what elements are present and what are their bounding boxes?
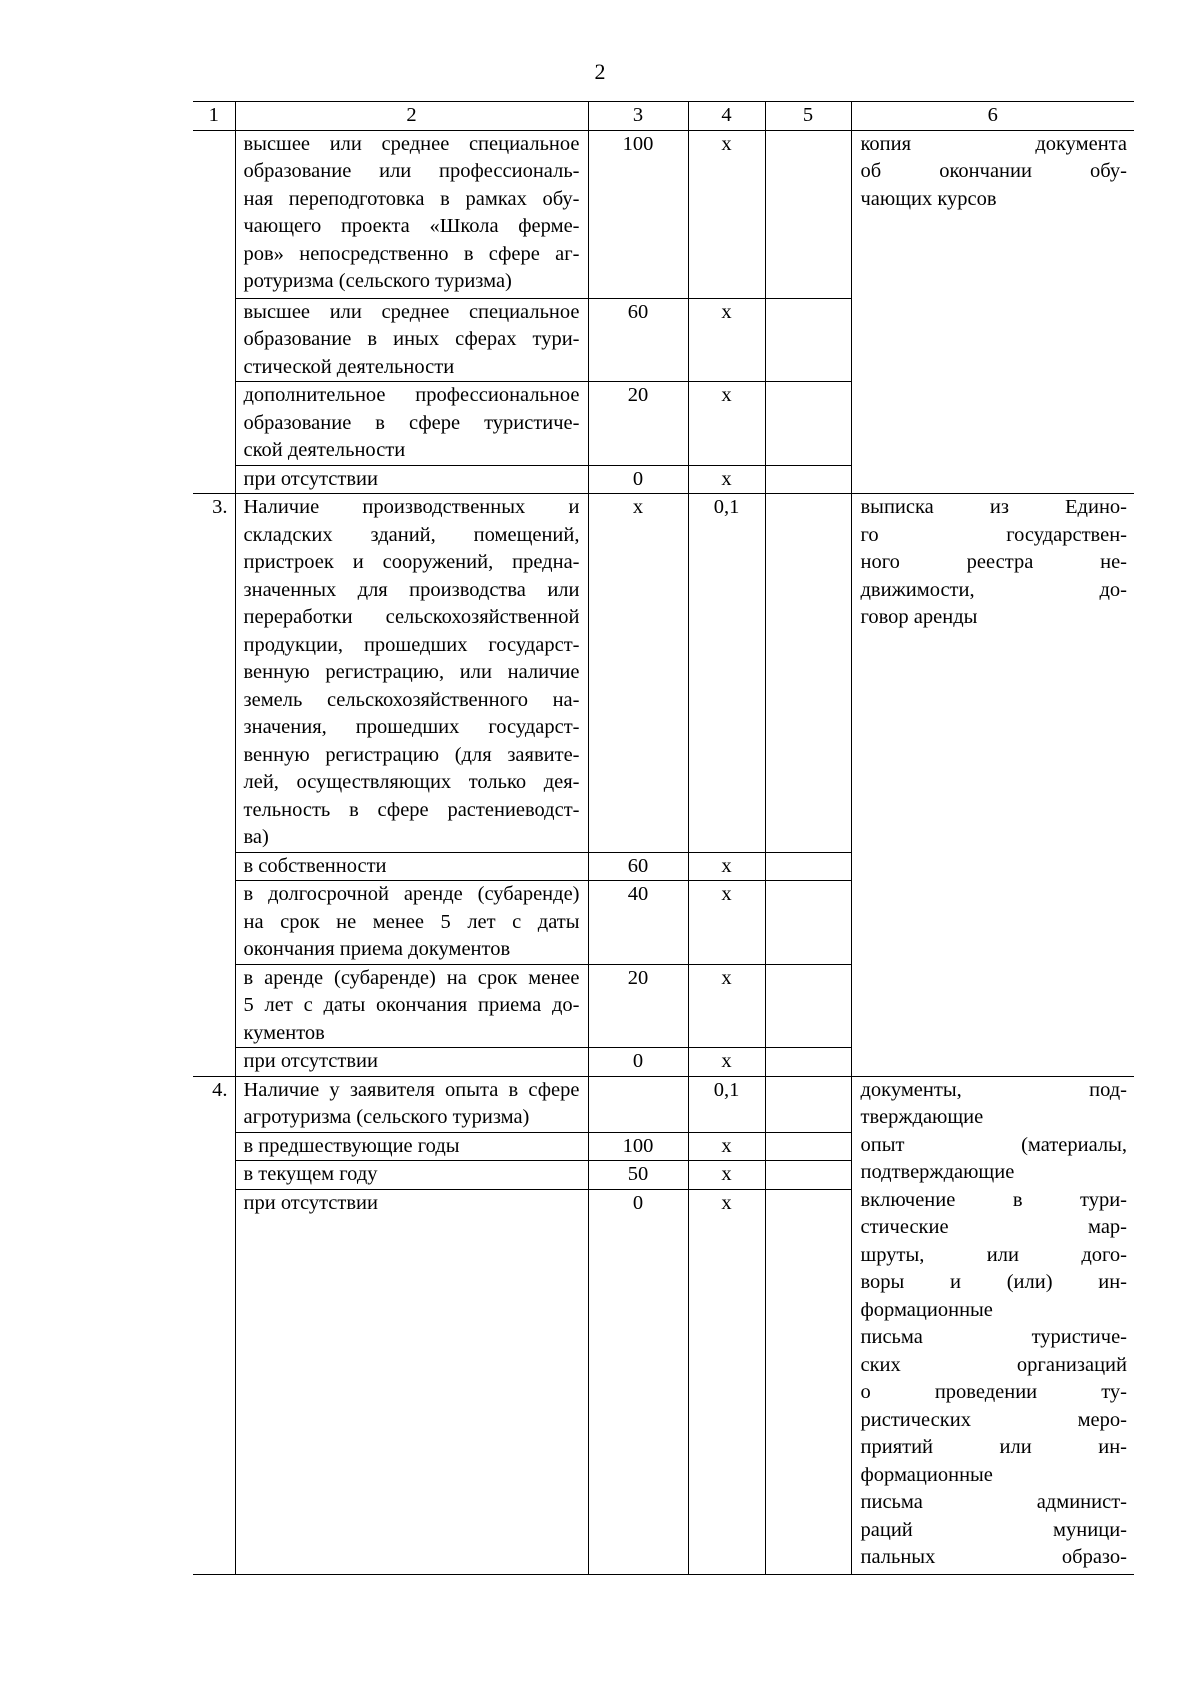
header-cell-5: 5 <box>765 102 851 131</box>
document-text-line: говор аренды <box>860 606 978 628</box>
score-cell: 20 <box>588 964 688 1048</box>
document-text-line: включение в тури- <box>860 1188 1127 1211</box>
criterion-text-cell <box>235 382 588 466</box>
supporting-document-cell <box>851 1076 1134 1574</box>
criterion-text-line: при отсутствии <box>243 467 378 490</box>
document-text-line: формационные <box>860 1298 993 1321</box>
column-5-cell <box>765 494 851 853</box>
criterion-text-cell <box>235 1048 588 1077</box>
weight-cell: х <box>688 298 765 382</box>
weight-cell: х <box>688 1161 765 1190</box>
table-row <box>193 494 1134 853</box>
weight-cell: х <box>688 382 765 466</box>
criterion-text-line: в собственности <box>243 854 387 877</box>
criterion-text-cell <box>235 130 588 298</box>
column-5-cell <box>765 1161 851 1190</box>
criterion-text-line: высшее или среднее специальное <box>243 300 580 323</box>
page-number: 2 <box>594 59 606 84</box>
criterion-text-line: переработки сельскохозяйственной <box>243 606 580 628</box>
document-text-line: раций муници- <box>860 1518 1127 1541</box>
criterion-text-line: образование в сфере туристиче- <box>243 411 580 434</box>
score-cell: 20 <box>588 382 688 466</box>
weight-cell: х <box>688 881 765 965</box>
column-5-cell <box>765 852 851 881</box>
criteria-table <box>193 101 1134 1575</box>
criterion-text-cell <box>235 494 588 853</box>
criterion-text-line: окончания приема документов <box>243 938 511 960</box>
table-row <box>193 130 1134 298</box>
score-cell: 100 <box>588 130 688 298</box>
supporting-document-cell <box>851 130 1134 494</box>
score-cell: 0 <box>588 1189 688 1574</box>
weight-cell: х <box>688 130 765 298</box>
document-text-line: подтверждающие <box>860 1161 1015 1183</box>
criterion-text-line: образование или профессиональ- <box>243 160 580 182</box>
document-text-line: письма туристиче- <box>860 1326 1127 1348</box>
criterion-text-cell <box>235 881 588 965</box>
weight-cell: х <box>688 465 765 494</box>
document-text-line: выписка из Едино- <box>860 496 1127 518</box>
column-5-cell <box>765 1189 851 1574</box>
document-text-line: опыт (материалы, <box>860 1133 1127 1156</box>
criterion-text-line: значения, прошедших государст- <box>243 716 580 738</box>
document-text-line: документы, под- <box>860 1078 1127 1101</box>
document-text-line: приятий или ин- <box>860 1436 1127 1458</box>
criterion-text-cell <box>235 852 588 881</box>
weight-cell: 0,1 <box>688 1076 765 1132</box>
criterion-text-line: Наличие производственных и <box>243 496 580 518</box>
criterion-text-line: в предшествующие годы <box>243 1134 460 1157</box>
criterion-text-line: земель сельскохозяйственного на- <box>243 688 580 711</box>
criterion-text-line: ва) <box>243 826 269 848</box>
table-row <box>193 1076 1134 1132</box>
column-5-cell <box>765 298 851 382</box>
criterion-text-cell <box>235 1189 588 1574</box>
supporting-document-cell <box>851 494 1134 1077</box>
criterion-text-line: пристроек и сооружений, предна- <box>243 551 580 573</box>
document-text-line: о проведении ту- <box>860 1381 1127 1403</box>
weight-cell: х <box>688 1132 765 1161</box>
criterion-text-line: на срок не менее 5 лет с даты <box>243 910 580 933</box>
row-number-cell <box>193 130 235 494</box>
weight-cell: х <box>688 852 765 881</box>
criterion-text-line: в аренде (субаренде) на срок менее <box>243 966 580 989</box>
criterion-text-line: чающего проекта «Школа ферме- <box>243 215 580 237</box>
score-cell: 60 <box>588 852 688 881</box>
criterion-text-line: агротуризма (сельского туризма) <box>243 1106 530 1128</box>
header-cell-1: 1 <box>193 102 235 131</box>
criterion-text-cell <box>235 964 588 1048</box>
criterion-text-line: высшее или среднее специальное <box>243 132 580 155</box>
score-cell: 40 <box>588 881 688 965</box>
document-text-line: воры и (или) ин- <box>860 1271 1127 1293</box>
score-cell: 0 <box>588 465 688 494</box>
column-5-cell <box>765 382 851 466</box>
document-text-line: чающих курсов <box>860 187 997 210</box>
score-cell: 0 <box>588 1048 688 1077</box>
criterion-text-line: кументов <box>243 1021 325 1044</box>
document-text-line: стические мар- <box>860 1216 1127 1238</box>
column-5-cell <box>765 1132 851 1161</box>
header-cell-3: 3 <box>588 102 688 131</box>
column-5-cell <box>765 1076 851 1132</box>
criterion-text-cell <box>235 1161 588 1190</box>
criterion-text-line: венную регистрацию, или наличие <box>243 661 580 683</box>
header-cell-6: 6 <box>851 102 1134 131</box>
criterion-text-cell <box>235 465 588 494</box>
document-text-line: пальных образо- <box>860 1546 1127 1568</box>
criterion-text-line: продукции, прошедших государст- <box>243 633 580 656</box>
criterion-text-line: при отсутствии <box>243 1050 378 1072</box>
criterion-text-cell <box>235 1132 588 1161</box>
document-text-line: копия документа <box>860 132 1127 155</box>
criterion-text-line: в текущем году <box>243 1163 378 1185</box>
criterion-text-line: значенных для производства или <box>243 578 580 601</box>
criterion-text-line: в долгосрочной аренде (субаренде) <box>243 883 580 905</box>
criterion-text-line: ской деятельности <box>243 439 406 461</box>
document-text-line: движимости, до- <box>860 578 1127 601</box>
document-text-line: ских организаций <box>860 1353 1127 1376</box>
header-cell-2: 2 <box>235 102 588 131</box>
criterion-text-cell <box>235 298 588 382</box>
score-cell: 50 <box>588 1161 688 1190</box>
criterion-text-line: ная переподготовка в рамках обу- <box>243 187 580 210</box>
document-text-line: письма админист- <box>860 1491 1127 1513</box>
criterion-text-line: при отсутствии <box>243 1191 378 1214</box>
criterion-text-line: складских зданий, помещений, <box>243 523 580 546</box>
weight-cell: 0,1 <box>688 494 765 853</box>
document-text-line: ного реестра не- <box>860 551 1127 573</box>
column-5-cell <box>765 130 851 298</box>
column-5-cell <box>765 881 851 965</box>
criterion-text-line: Наличие у заявителя опыта в сфере <box>243 1078 580 1101</box>
document-text-line: шруты, или дого- <box>860 1243 1127 1266</box>
column-5-cell <box>765 964 851 1048</box>
weight-cell: х <box>688 1189 765 1574</box>
header-cell-4: 4 <box>688 102 765 131</box>
document-text-line: об окончании обу- <box>860 160 1127 182</box>
document-text-line: го государствен- <box>860 523 1127 546</box>
row-number-cell: 3. <box>193 494 235 1077</box>
column-5-cell <box>765 1048 851 1077</box>
column-5-cell <box>765 465 851 494</box>
document-text-line: формационные <box>860 1463 993 1486</box>
table-header-row <box>193 102 1134 131</box>
weight-cell: х <box>688 1048 765 1077</box>
score-cell: 100 <box>588 1132 688 1161</box>
criterion-text-line: ротуризма (сельского туризма) <box>243 270 512 292</box>
weight-cell: х <box>688 964 765 1048</box>
criterion-text-line: дополнительное профессиональное <box>243 384 580 406</box>
criterion-text-line: тельность в сфере растениеводст- <box>243 798 580 821</box>
criterion-text-line: ров» непосредственно в сфере аг- <box>243 242 580 265</box>
score-cell <box>588 1076 688 1132</box>
criterion-text-cell <box>235 1076 588 1132</box>
score-cell: 60 <box>588 298 688 382</box>
criterion-text-line: венную регистрацию (для заявите- <box>243 743 580 766</box>
criterion-text-line: 5 лет с даты окончания приема до- <box>243 994 580 1016</box>
document-text-line: тверждающие <box>860 1106 984 1128</box>
score-cell: х <box>588 494 688 853</box>
document-text-line: ристических меро- <box>860 1408 1127 1431</box>
criterion-text-line: стической деятельности <box>243 355 455 378</box>
criterion-text-line: лей, осуществляющих только дея- <box>243 771 580 793</box>
criterion-text-line: образование в иных сферах тури- <box>243 328 580 350</box>
row-number-cell: 4. <box>193 1076 235 1574</box>
